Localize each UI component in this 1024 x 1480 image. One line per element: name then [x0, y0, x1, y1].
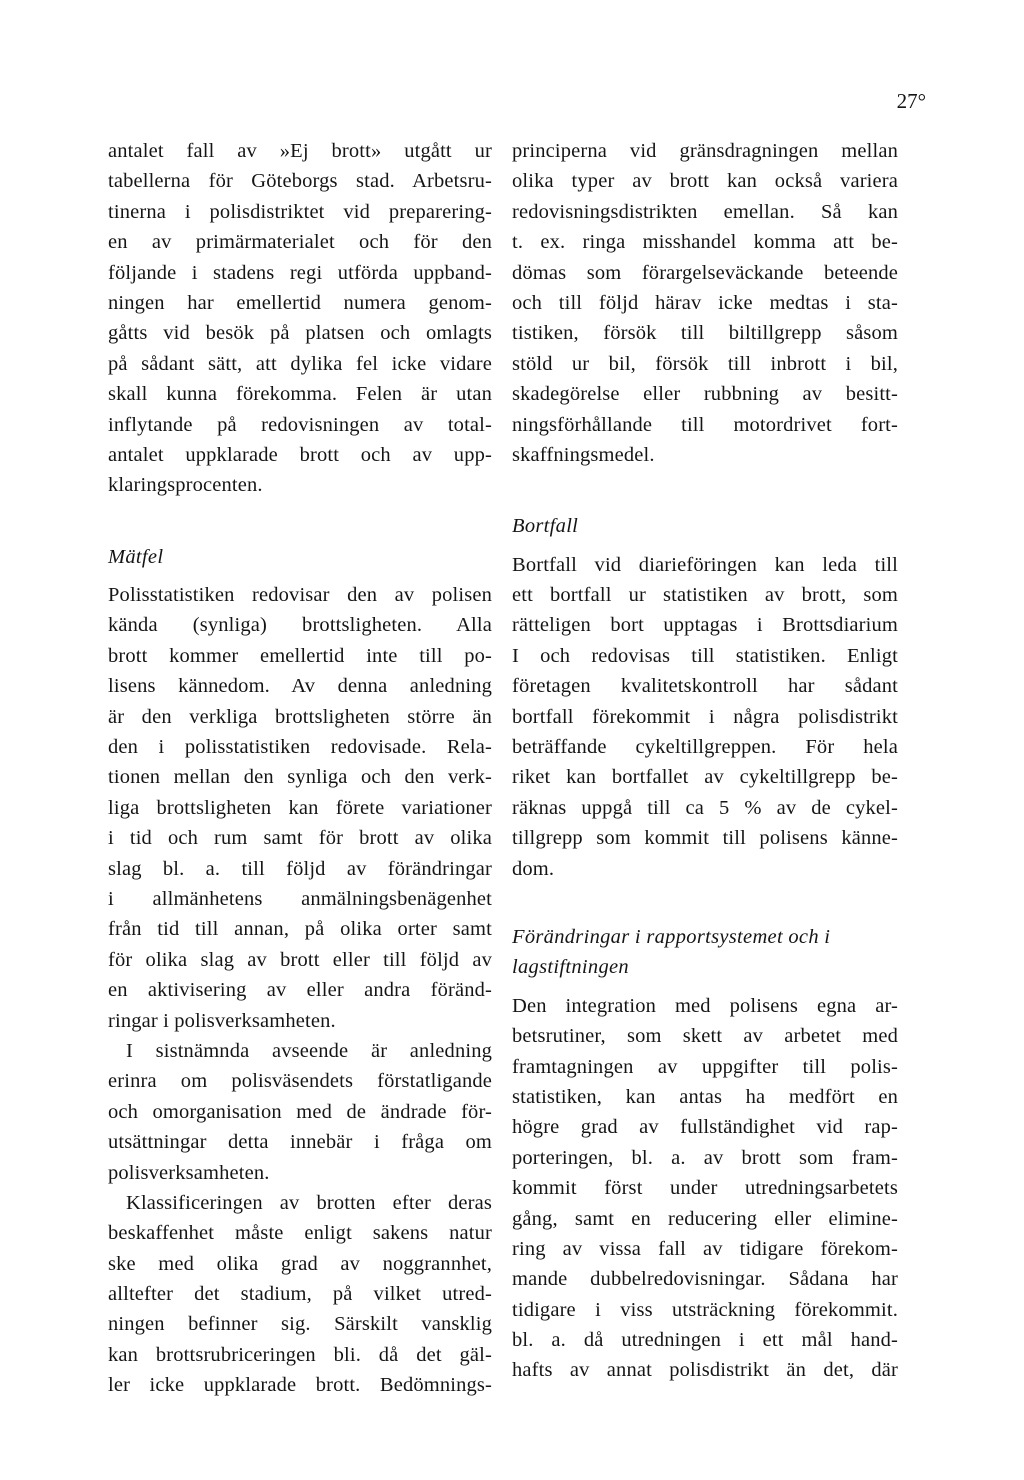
text-line: kan brottsrubriceringen bli. då det gäl-	[108, 1343, 492, 1366]
text-line: porteringen, bl. a. av brott som fram-	[512, 1146, 898, 1169]
text-line: statistiken, kan antas ha medfört en	[512, 1085, 898, 1108]
text-line: skaffningsmedel.	[512, 443, 655, 466]
text-line: tinerna i polisdistriktet vid preparering-	[108, 200, 492, 223]
text-line: ring av vissa fall av tidigare förekom-	[512, 1237, 898, 1260]
paragraph-principerna	[512, 136, 898, 470]
text-line: I och redovisas till statistiken. Enligt	[512, 644, 898, 667]
text-line: dom.	[512, 857, 555, 880]
text-line: tidigare i viss utsträckning förekommit.	[512, 1298, 898, 1321]
text-line: räknas uppgå till ca 5 % av de cykel-	[512, 796, 898, 819]
text-line: hafts av annat polisdistrikt än det, där	[512, 1359, 898, 1382]
text-line: brott kommer emellertid inte till po-	[108, 644, 492, 667]
paragraph-klassificering	[108, 1188, 492, 1401]
text-line: rätteligen bort upptagas i Brottsdiarium	[512, 614, 898, 637]
text-line: antalet uppklarade brott och av upp-	[108, 443, 492, 466]
text-line: på sådant sätt, att dylika fel icke vidare	[108, 352, 492, 375]
text-line: tistiken, försök till biltillgrepp såsom	[512, 322, 898, 345]
text-line: och omorganisation med de ändrade för-	[108, 1100, 492, 1123]
text-line: framtagningen av uppgifter till polis-	[512, 1055, 898, 1078]
text-line: redovisningsdistrikten emellan. Så kan	[512, 200, 898, 223]
text-line: Klassificeringen av brotten efter deras	[126, 1191, 492, 1214]
left-column	[108, 136, 492, 1401]
text-line: dömas som förargelseväckande beteende	[512, 261, 898, 284]
text-line: mande dubbelredovisningar. Sådana har	[512, 1268, 898, 1291]
paragraph-bortfall	[512, 550, 898, 884]
right-column	[512, 136, 898, 1386]
text-line: gång, samt en reducering eller elimine-	[512, 1207, 898, 1230]
paragraph-integration	[512, 991, 898, 1386]
text-line: olika typer av brott kan också variera	[512, 170, 898, 193]
text-line: kommit först under utredningsarbetets	[512, 1177, 898, 1200]
text-line: slag bl. a. till följd av förändringar	[108, 857, 492, 880]
text-line: bl. a. då utredningen i ett mål hand-	[512, 1329, 898, 1352]
text-line: Bortfall vid diarieföringen kan leda till	[512, 553, 898, 576]
text-line: tabellerna för Göteborgs stad. Arbetsru-	[108, 170, 492, 193]
text-line: följande i stadens regi utförda uppband-	[108, 261, 492, 284]
text-line: företagen kvalitetskontroll har sådant	[512, 675, 898, 698]
text-line: polisverksamheten.	[108, 1161, 270, 1184]
text-line: tionen mellan den synliga och den verk-	[108, 766, 492, 789]
text-line: kända (synliga) brottsligheten. Alla	[108, 614, 492, 637]
text-line: tillgrepp som kommit till polisens känne-	[512, 827, 898, 850]
text-line: ningen har emellertid numera genom-	[108, 291, 492, 314]
text-line: t. ex. ringa misshandel komma att be-	[512, 231, 898, 254]
text-line: den i polisstatistiken redovisade. Rela-	[108, 736, 492, 759]
text-line: stöld ur bil, försök till inbrott i bil,	[512, 352, 898, 375]
text-line: ningen befinner sig. Särskilt vansklig	[108, 1313, 492, 1336]
text-line: utsättningar detta innebär i fråga om	[108, 1131, 492, 1154]
text-line: skadegörelse eller rubbning av besitt-	[512, 383, 898, 406]
text-line: alltefter det stadium, på vilket utred-	[108, 1283, 492, 1306]
text-line: för olika slag av brott eller till följd av	[108, 948, 492, 971]
text-line: Den integration med polisens egna ar-	[512, 994, 898, 1017]
text-line: en av primärmaterialet och för den	[108, 231, 492, 254]
text-line: i allmänhetens anmälningsbenägenhet	[108, 887, 492, 910]
page-number: 27°	[896, 89, 926, 113]
text-line: ningsförhållande till motordrivet fort-	[512, 413, 898, 436]
text-line: från tid till annan, på olika orter samt	[108, 918, 492, 941]
heading-bortfall: Bortfall	[512, 515, 579, 538]
text-line: I sistnämnda avseende är anledning	[126, 1039, 492, 1062]
text-line: ske med olika grad av noggrannhet,	[108, 1252, 492, 1275]
text-line: en aktivisering av eller andra föränd-	[108, 979, 492, 1002]
text-line: och till följd härav icke medtas i sta-	[512, 291, 898, 314]
heading-forandringar-cont: lagstiftningen	[512, 956, 629, 979]
text-line: beskaffenhet måste enligt sakens natur	[108, 1222, 492, 1245]
text-line: antalet fall av »Ej brott» utgått ur	[108, 140, 492, 162]
text-line: riket kan bortfallet av cykeltillgrepp be-	[512, 766, 898, 789]
paragraph-matfel	[108, 580, 492, 1036]
text-line: principerna vid gränsdragningen mellan	[512, 140, 898, 162]
text-line: erinra om polisväsendets förstatligande	[108, 1070, 492, 1093]
text-line: liga brottsligheten kan förete variationer	[108, 796, 492, 819]
text-line: är den verkliga brottsligheten större än	[108, 705, 492, 728]
text-line: högre grad av fullständighet vid rap-	[512, 1116, 898, 1139]
heading-forandringar: Förändringar i rapportsystemet och i	[512, 925, 831, 948]
text-line: inflytande på redovisningen av total-	[108, 413, 492, 436]
text-line: beträffande cykeltillgreppen. För hela	[512, 736, 898, 759]
text-line: klaringsprocenten.	[108, 474, 263, 497]
text-line: bortfall förekommit i några polisdistrikt	[512, 705, 898, 728]
text-line: gåtts vid besök på platsen och omlagts	[108, 322, 492, 345]
text-line: betsrutiner, som skett av arbetet med	[512, 1025, 898, 1048]
text-line: i tid och rum samt för brott av olika	[108, 827, 492, 850]
paragraph-polisvasende	[108, 1036, 492, 1188]
text-line: ringar i polisverksamheten.	[108, 1009, 336, 1032]
text-line: ler icke uppklarade brott. Bedömnings-	[108, 1374, 492, 1397]
text-line: skall kunna förekomma. Felen är utan	[108, 383, 492, 406]
paragraph-ej-brott	[108, 136, 492, 501]
heading-matfel: Mätfel	[108, 545, 164, 568]
text-line: ett bortfall ur statistiken av brott, som	[512, 584, 898, 607]
text-line: Polisstatistiken redovisar den av polisen	[108, 584, 492, 607]
text-line: lisens kännedom. Av denna anledning	[108, 675, 492, 698]
